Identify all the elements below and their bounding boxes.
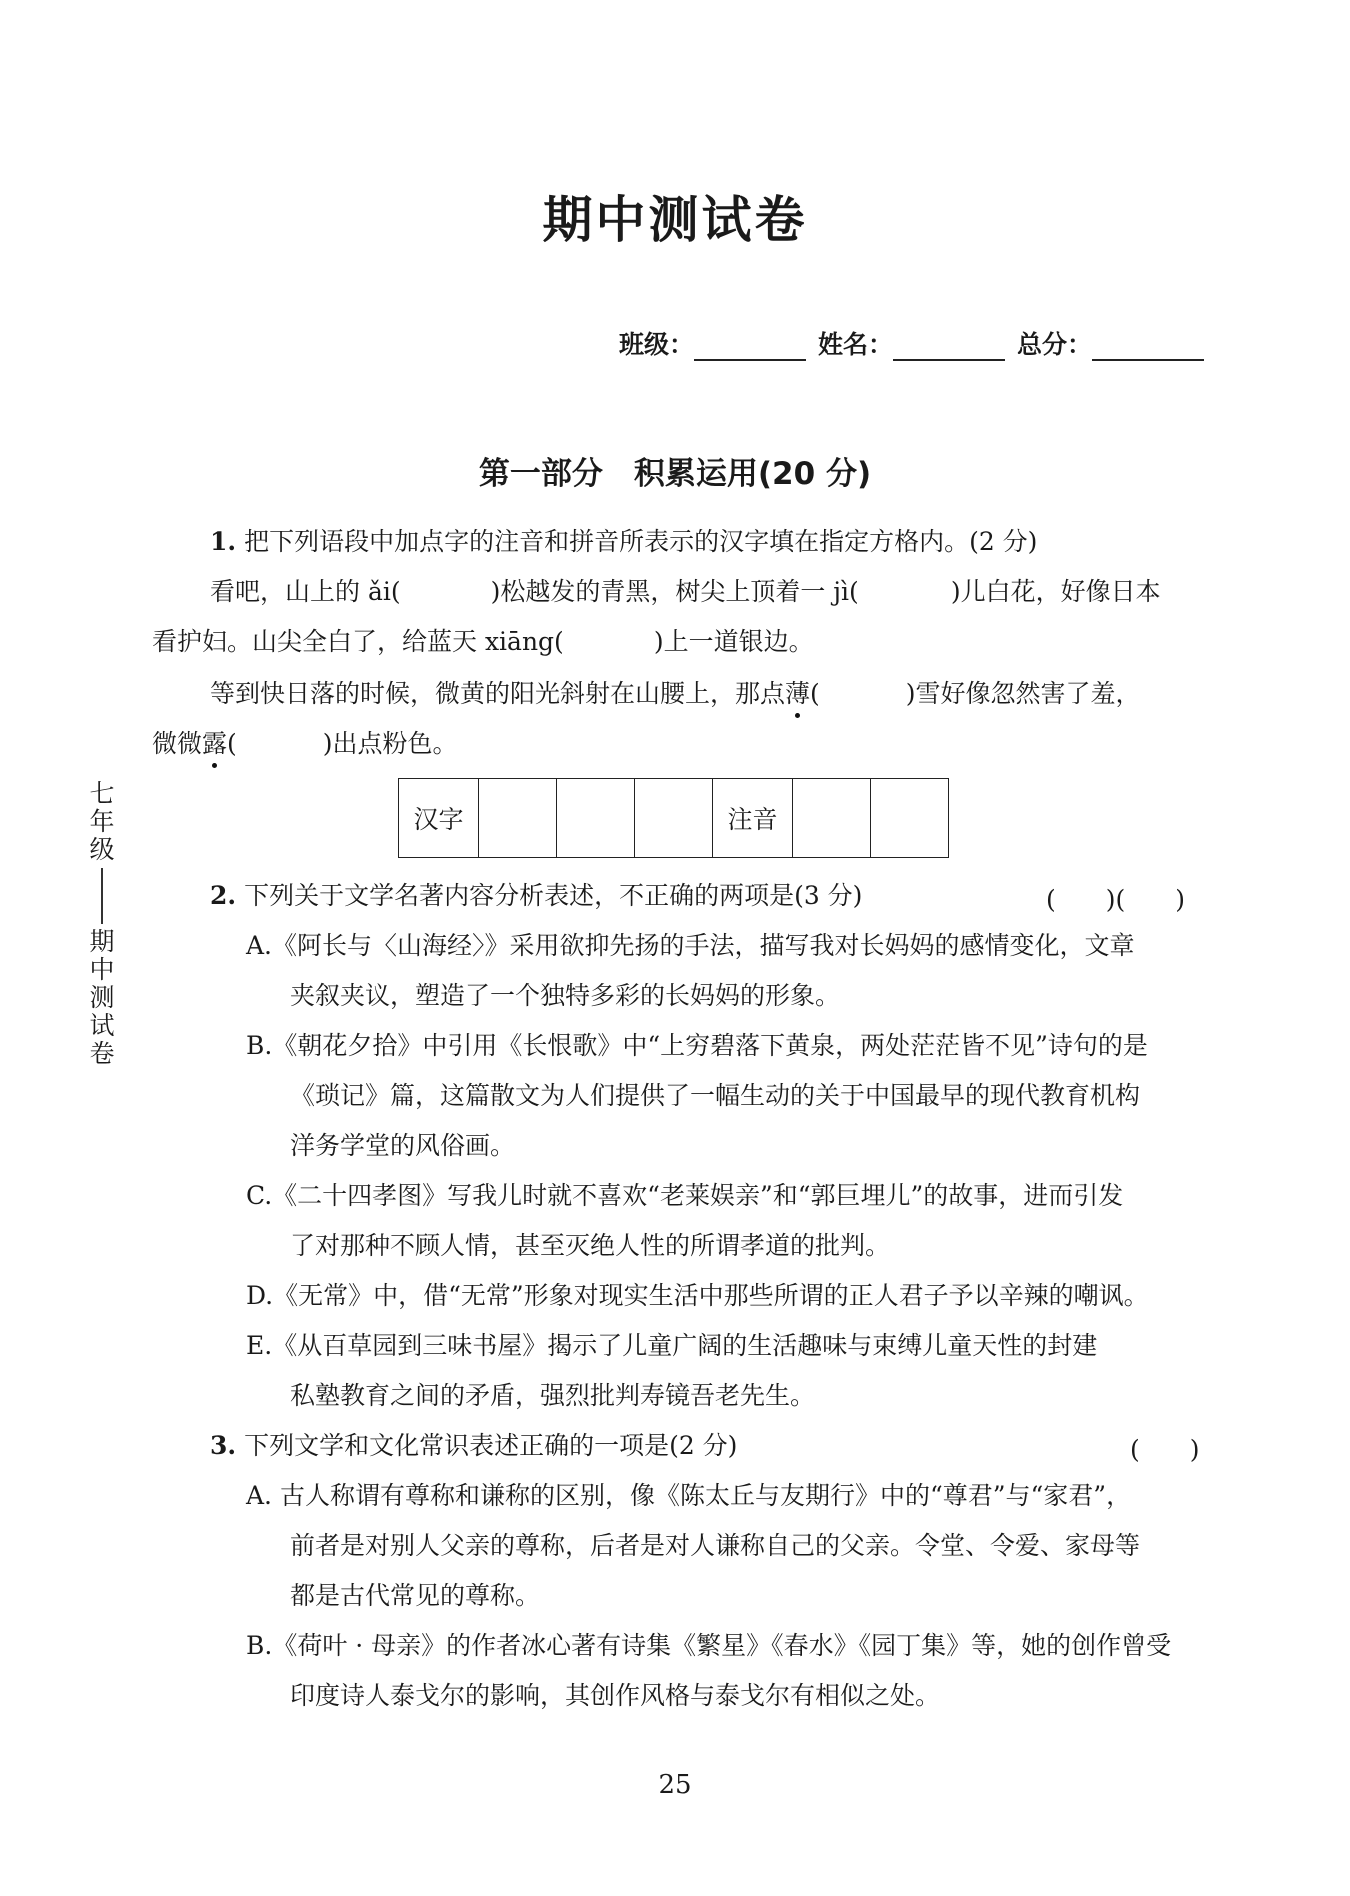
side-char: 级: [89, 835, 115, 864]
score-label: 总分：: [1016, 330, 1092, 359]
q1-stem: [210, 526, 1037, 558]
side-char: 测: [89, 983, 115, 1012]
q2-text: 下列关于文学名著内容分析表述，不正确的两项是(3 分): [244, 881, 863, 910]
q2-option-d-line1: D.《无常》中，借“无常”形象对现实生活中那些所谓的正人君子予以辛辣的嘲讽。: [246, 1281, 1149, 1310]
student-info-line: [613, 325, 1210, 361]
hanzi-cell-2[interactable]: [557, 779, 635, 858]
q2-option-e-line2: 私塾教育之间的矛盾，强烈批判寿镜吾老先生。: [290, 1381, 816, 1410]
q1-p2-text-a: 等到快日落的时候，微黄的阳光斜射在山腰上，那点: [210, 679, 786, 708]
q3-option-b-line2: 印度诗人泰戈尔的影响，其创作风格与泰戈尔有相似之处。: [290, 1681, 941, 1710]
q1-p2-text-c: )雪好像忽然害了羞，: [905, 679, 1141, 708]
q2-option-a-line1: A.《阿长与〈山海经〉》采用欲抑先扬的手法，描写我对长妈妈的感情变化，文章: [246, 931, 1135, 960]
q1-p1-text-c: )儿白花，好像日本: [950, 577, 1161, 606]
zhuyin-cell-2[interactable]: [871, 779, 949, 858]
q1-p1-text-b: )松越发的青黑，树尖上顶着一 jì(: [490, 577, 859, 606]
page-title: 期中测试卷: [542, 191, 808, 249]
q3-number: 3.: [210, 1431, 237, 1460]
q2-option-b-line1: B.《朝花夕拾》中引用《长恨歌》中“上穷碧落下黄泉，两处茫茫皆不见”诗句的是: [246, 1031, 1148, 1060]
q1-number: 1.: [210, 527, 237, 556]
class-blank[interactable]: [694, 333, 806, 361]
q3-option-a-line3: 都是古代常见的尊称。: [290, 1581, 541, 1610]
side-char: 七: [89, 779, 115, 808]
dotted-char-lu: 露: [202, 729, 228, 758]
dotted-char-bo: 薄: [785, 679, 811, 708]
side-char: 年: [89, 807, 115, 836]
q1-p2-text-f: )出点粉色。: [322, 729, 458, 758]
q1-paragraph2-line2: [152, 728, 458, 760]
zhuyin-cell-1[interactable]: [793, 779, 871, 858]
q3-answer-parens[interactable]: ( ): [1130, 1435, 1200, 1464]
q2-answer-parens[interactable]: ( )( ): [1046, 885, 1186, 914]
q3-option-a-line1: A. 古人称谓有尊称和谦称的区别，像《陈太丘与友期行》中的“尊君”与“家君”，: [246, 1481, 1132, 1510]
side-divider: [101, 868, 103, 924]
q1-p1-text-e: )上一道银边。: [653, 627, 814, 656]
section-heading: 第一部分 积累运用(20 分): [478, 456, 872, 492]
side-char: 试: [89, 1011, 115, 1040]
name-blank[interactable]: [893, 333, 1005, 361]
q1-p2-paren-open2: (: [227, 729, 237, 758]
q2-option-c-line2: 了对那种不顾人情，甚至灭绝人性的所谓孝道的批判。: [290, 1231, 891, 1260]
q2-option-a-line2: 夹叙夹议，塑造了一个独特多彩的长妈妈的形象。: [290, 981, 841, 1010]
q2-stem: [210, 880, 862, 912]
q2-option-e-line1: E.《从百草园到三味书屋》揭示了儿童广阔的生活趣味与束缚儿童天性的封建: [246, 1331, 1098, 1360]
side-char: 卷: [89, 1039, 115, 1068]
q1-p2-text-d: 微微: [152, 729, 203, 758]
q1-p1-text-a: 看吧，山上的 ǎi(: [210, 577, 401, 606]
q2-number: 2.: [210, 881, 237, 910]
table-label-hanzi: 汉字: [399, 779, 479, 858]
q2-option-b-line3: 洋务学堂的风俗画。: [290, 1131, 516, 1160]
hanzi-cell-3[interactable]: [635, 779, 713, 858]
q1-paragraph2-line1: [210, 678, 1141, 710]
side-char: 中: [89, 955, 115, 984]
q3-option-a-line2: 前者是对别人父亲的尊称，后者是对人谦称自己的父亲。令堂、令爱、家母等: [290, 1531, 1141, 1560]
score-blank[interactable]: [1092, 333, 1204, 361]
page-number: 25: [658, 1770, 692, 1800]
q1-p2-paren-open: (: [810, 679, 820, 708]
side-char: 期: [89, 927, 115, 956]
class-label: 班级：: [618, 330, 694, 359]
name-label: 姓名：: [817, 330, 893, 359]
q2-option-b-line2: 《琐记》篇，这篇散文为人们提供了一幅生动的关于中国最早的现代教育机构: [290, 1081, 1141, 1110]
q1-answer-table: [398, 778, 949, 858]
q2-option-c-line1: C.《二十四孝图》写我儿时就不喜欢“老莱娱亲”和“郭巨埋儿”的故事，进而引发: [246, 1181, 1124, 1210]
table-label-zhuyin: 注音: [713, 779, 793, 858]
side-label-vertical: [82, 780, 122, 1068]
q1-p1-text-d: 看护妇。山尖全白了，给蓝天 xiāng(: [152, 627, 564, 656]
q3-stem: [210, 1430, 737, 1462]
q1-paragraph1-line2: [152, 626, 814, 658]
q1-paragraph1-line1: [210, 576, 1161, 608]
q1-text: 把下列语段中加点字的注音和拼音所表示的汉字填在指定方格内。(2 分): [244, 527, 1038, 556]
q3-option-b-line1: B.《荷叶 · 母亲》的作者冰心著有诗集《繁星》《春水》《园丁集》等，她的创作曾受: [246, 1631, 1172, 1660]
q3-text: 下列文学和文化常识表述正确的一项是(2 分): [244, 1431, 738, 1460]
hanzi-cell-1[interactable]: [479, 779, 557, 858]
